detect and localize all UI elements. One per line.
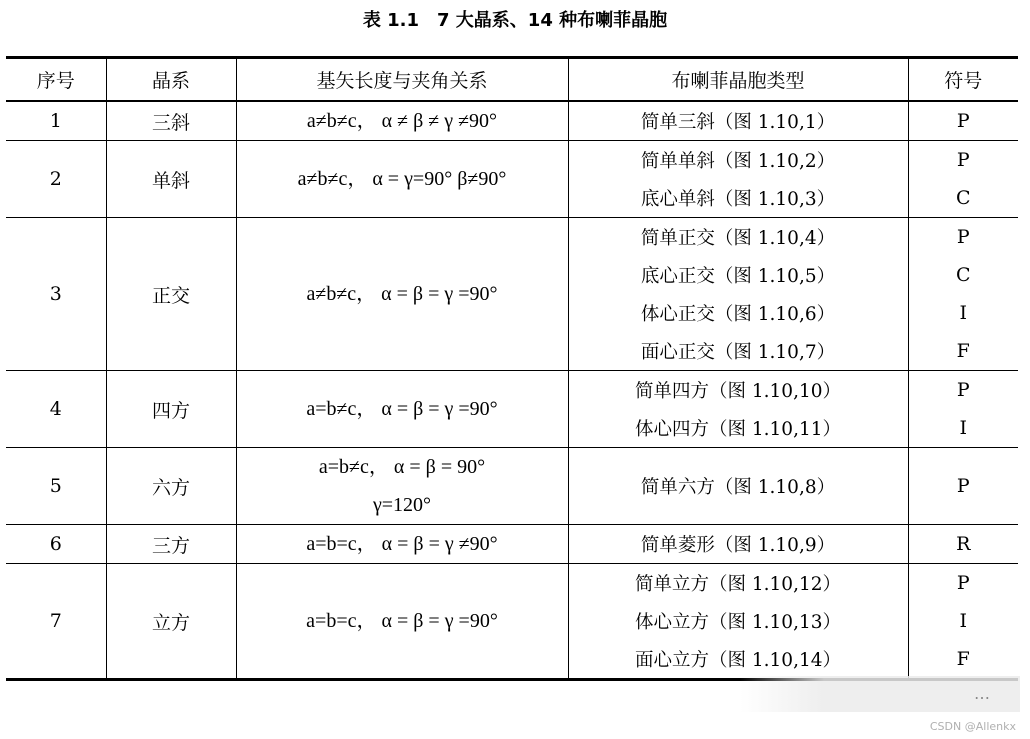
relation-line: a≠b≠c， α = γ=90° β≠90°	[297, 168, 507, 190]
cell-crystal-system: 六方	[106, 448, 236, 525]
cell-symbol: C	[908, 256, 1018, 294]
cell-axis-relation	[236, 141, 568, 218]
relation-line: a≠b≠c， α = β = γ =90°	[306, 283, 498, 305]
cell-index: 1	[6, 101, 106, 141]
cell-bravais-lattice: 体心正交（图 1.10,6）	[568, 294, 908, 332]
cell-symbol: I	[908, 602, 1018, 640]
table-row	[6, 448, 1018, 525]
header-axis-relation: 基矢长度与夹角关系	[236, 58, 568, 102]
cell-bravais-lattice: 简单立方（图 1.10,12）	[568, 564, 908, 603]
cell-axis-relation	[236, 371, 568, 448]
cell-axis-relation	[236, 218, 568, 371]
cell-index: 2	[6, 141, 106, 218]
cell-bravais-lattice: 底心正交（图 1.10,5）	[568, 256, 908, 294]
cell-bravais-lattice: 面心正交（图 1.10,7）	[568, 332, 908, 371]
cell-crystal-system: 四方	[106, 371, 236, 448]
relation-line: γ=120°	[372, 494, 432, 516]
cell-symbol: F	[908, 332, 1018, 371]
relation-line: a=b≠c， α = β = γ =90°	[306, 398, 498, 420]
cell-bravais-lattice: 体心立方（图 1.10,13）	[568, 602, 908, 640]
cell-symbol: P	[908, 101, 1018, 141]
cell-crystal-system: 三方	[106, 525, 236, 564]
cell-symbol: P	[908, 218, 1018, 257]
table-row	[6, 218, 1018, 257]
table-row	[6, 101, 1018, 141]
table-row	[6, 564, 1018, 603]
cell-index: 4	[6, 371, 106, 448]
header-crystal-system: 晶系	[106, 58, 236, 102]
cell-index: 5	[6, 448, 106, 525]
cell-axis-relation	[236, 101, 568, 141]
blurred-overlay: …	[740, 676, 1020, 712]
cell-bravais-lattice: 简单六方（图 1.10,8）	[568, 448, 908, 525]
header-index: 序号	[6, 58, 106, 102]
relation-line: a≠b≠c， α ≠ β ≠ γ ≠90°	[306, 110, 498, 132]
cell-index: 3	[6, 218, 106, 371]
cell-symbol: I	[908, 409, 1018, 448]
cell-bravais-lattice: 简单正交（图 1.10,4）	[568, 218, 908, 257]
cell-symbol: F	[908, 640, 1018, 680]
cell-bravais-lattice: 简单四方（图 1.10,10）	[568, 371, 908, 410]
table-caption: 表 1.1 7 大晶系、14 种布喇菲晶胞	[362, 10, 668, 31]
header-symbol: 符号	[908, 58, 1018, 102]
cell-bravais-lattice: 简单单斜（图 1.10,2）	[568, 141, 908, 180]
cell-crystal-system: 立方	[106, 564, 236, 680]
relation-line: a=b=c， α = β = γ ≠90°	[306, 533, 498, 555]
watermark: CSDN @Allenkx	[929, 720, 1016, 733]
cell-axis-relation	[236, 525, 568, 564]
header-bravais-lattice: 布喇菲晶胞类型	[568, 58, 908, 102]
table-row	[6, 371, 1018, 410]
cell-symbol: P	[908, 141, 1018, 180]
cell-index: 6	[6, 525, 106, 564]
cell-bravais-lattice: 面心立方（图 1.10,14）	[568, 640, 908, 680]
table-row	[6, 141, 1018, 180]
relation-line: a=b=c， α = β = γ =90°	[306, 610, 498, 632]
cell-index: 7	[6, 564, 106, 680]
cell-crystal-system: 三斜	[106, 101, 236, 141]
cell-symbol: R	[908, 525, 1018, 564]
cell-bravais-lattice: 简单三斜（图 1.10,1）	[568, 101, 908, 141]
cell-bravais-lattice: 底心单斜（图 1.10,3）	[568, 179, 908, 218]
cell-symbol: C	[908, 179, 1018, 218]
cell-symbol: P	[908, 564, 1018, 603]
cell-bravais-lattice: 简单菱形（图 1.10,9）	[568, 525, 908, 564]
cell-crystal-system: 单斜	[106, 141, 236, 218]
cell-crystal-system: 正交	[106, 218, 236, 371]
cell-symbol: P	[908, 371, 1018, 410]
table-header-row	[6, 58, 1018, 102]
cell-axis-relation	[236, 564, 568, 680]
table-row	[6, 525, 1018, 564]
cell-bravais-lattice: 体心四方（图 1.10,11）	[568, 409, 908, 448]
cell-symbol: P	[908, 448, 1018, 525]
crystal-systems-table	[6, 56, 1018, 681]
relation-line: a=b≠c， α = β = 90°	[318, 456, 486, 478]
cell-axis-relation	[236, 448, 568, 525]
cell-symbol: I	[908, 294, 1018, 332]
